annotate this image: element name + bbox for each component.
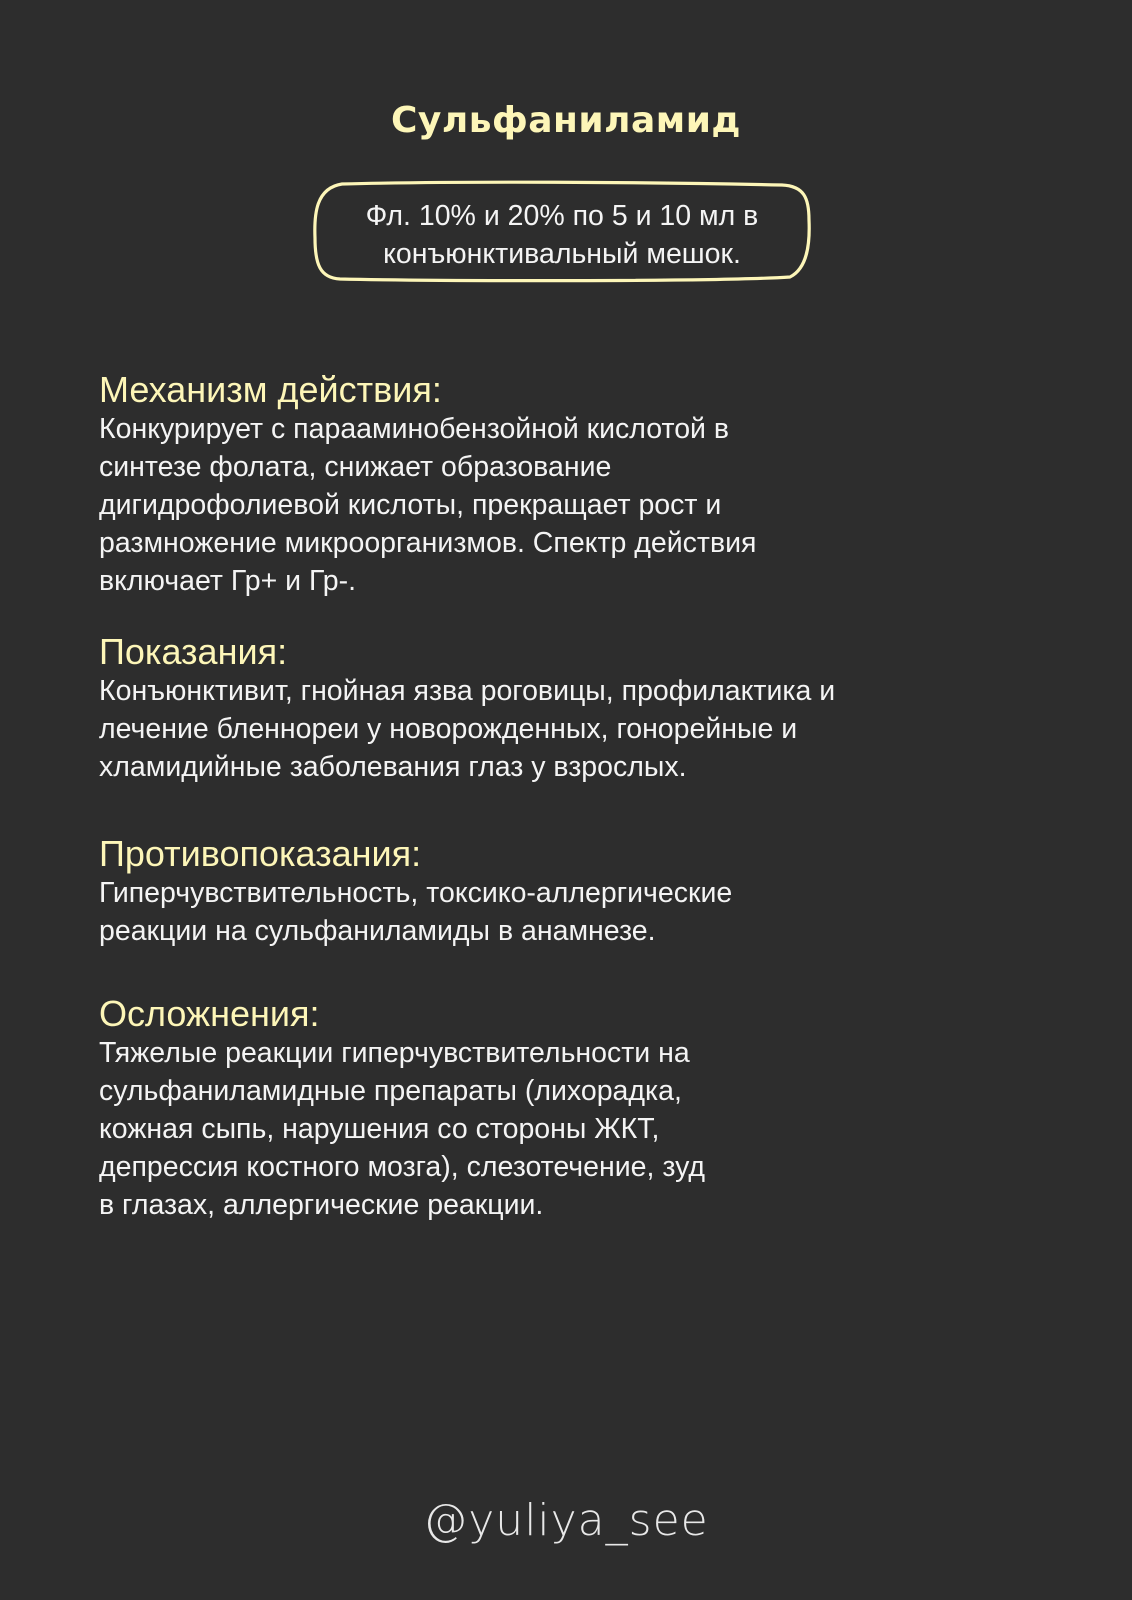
section-body-contraindications: Гиперчувствительность, токсико-аллергические реакции на сульфаниламиды в анамнезе. xyxy=(99,877,733,947)
section-body-indications: Конъюнктивит, гнойная язва роговицы, профилактика и лечение бленнореи у новорожденных, гонорейные и хламидийные заболевания глаз у взрослых. xyxy=(99,675,836,783)
page-title: Сульфаниламид xyxy=(390,100,741,141)
section-mechanism xyxy=(99,370,1019,600)
section-indications xyxy=(99,632,1019,786)
section-heading-mechanism: Механизм действия: xyxy=(99,369,442,410)
section-complications xyxy=(99,994,1019,1224)
section-body-mechanism: Конкурирует с парааминобензойной кислотой в синтезе фолата, снижает образование дигидрофолиевой кислоты, прекращает рост и размножение микроорганизмов. Спектр действия включает Гр+ и Гр-. xyxy=(99,413,757,597)
section-heading-complications: Осложнения: xyxy=(99,993,320,1034)
section-body-complications: Тяжелые реакции гиперчувствительности на сульфаниламидные препараты (лихорадка, кожная сыпь, нарушения со стороны ЖКТ, депрессия костного мозга), слезотечение, зуд в глазах, аллергические реакции. xyxy=(99,1037,706,1221)
section-contraindications xyxy=(99,834,1019,950)
section-heading-indications: Показания: xyxy=(99,631,288,672)
section-heading-contraindications: Противопоказания: xyxy=(99,833,422,874)
dosage-callout xyxy=(312,180,812,284)
dosage-text: Фл. 10% и 20% по 5 и 10 мл в конъюнктивальный мешок. xyxy=(365,200,759,270)
author-handle: @yuliya_see xyxy=(423,1495,709,1546)
